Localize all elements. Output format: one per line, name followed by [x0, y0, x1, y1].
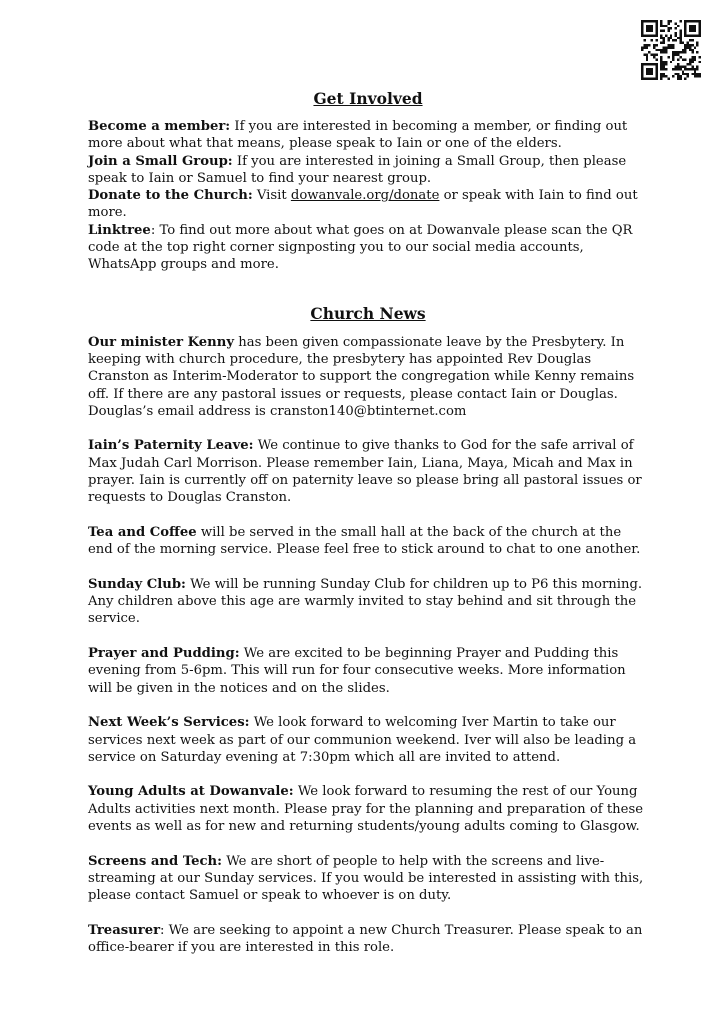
news-item-paternity-leave: Iain’s Paternity Leave: We continue to give thanks to God for the safe arrival of Max Judah Carl Morrison. Please remember Iain, Liana, Maya, Micah and Max in prayer. Iain is currently off on paternity leave so please bring all pastoral issues or requests to Douglas Cranston. — [88, 438, 642, 506]
church-news-section — [88, 334, 648, 957]
news-item-next-week-services: Next Week’s Services: We look forward to welcoming Iver Martin to take our services next week as part of our communion weekend. Iver will also be leading a service on Saturday evening at 7:30pm which all are invited to attend. — [88, 715, 637, 765]
donate-link[interactable]: dowanvale.org/donate — [290, 188, 440, 204]
church-news-heading: Church News — [310, 303, 426, 323]
get-involved-heading: Get Involved — [313, 89, 423, 108]
linktree-item: Linktree: To find out more about what goes on at Dowanvale please scan the QR code at the top right corner signposting you to our social media accounts, WhatsApp groups and more. — [88, 222, 633, 273]
become-member-item: Become a member: If you are interested in becoming a member, or finding out more about what that means, please speak to Iain or one of the elders. — [88, 119, 628, 152]
news-item-screens-tech: Screens and Tech: We are short of people to help with the screens and live-streaming at our Sunday services. If you would be interested in assisting with this, please contact Samuel or speak to whoever is on duty. — [88, 853, 644, 904]
news-item-prayer-pudding: Prayer and Pudding: We are excited to be beginning Prayer and Pudding this evening from 5-6pm. This will run for four consecutive weeks. More information will be given in the notices and on the slides. — [88, 646, 626, 696]
news-item-young-adults: Young Adults at Dowanvale: We look forward to resuming the rest of our Young Adults activities next month. Please pray for the planning and preparation of these events as well as for new and returning students/young adults coming to Glasgow. — [88, 784, 644, 834]
donate-item: Donate to the Church: Visit dowanvale.org/donate or speak with Iain to find out more. — [88, 188, 638, 221]
qr-code-icon — [641, 20, 701, 80]
news-item-tea-coffee: Tea and Coffee will be served in the small hall at the back of the church at the end of the morning service. Please feel free to stick around to chat to one another. — [88, 524, 641, 558]
news-item-minister: Our minister Kenny has been given compassionate leave by the Presbytery. In keeping with church procedure, the presbytery has appointed Rev Douglas Cranston as Interim-Moderator to support the congregation while Kenny remains off. If there are any pastoral issues or requests, please contact Iain or Douglas. Douglas’s email address is cranston140@btinternet.com — [88, 334, 635, 419]
small-group-item: Join a Small Group: If you are interested in joining a Small Group, then please speak to Iain or Samuel to find your nearest group. — [88, 153, 627, 186]
news-item-treasurer: Treasurer: We are seeking to appoint a new Church Treasurer. Please speak to an office-bearer if you are interested in this role. — [88, 922, 643, 956]
page-content — [88, 88, 648, 956]
news-item-sunday-club: Sunday Club: We will be running Sunday Club for children up to P6 this morning. Any children above this age are warmly invited to stay behind and sit through the service. — [88, 576, 643, 627]
get-involved-section — [88, 118, 648, 274]
